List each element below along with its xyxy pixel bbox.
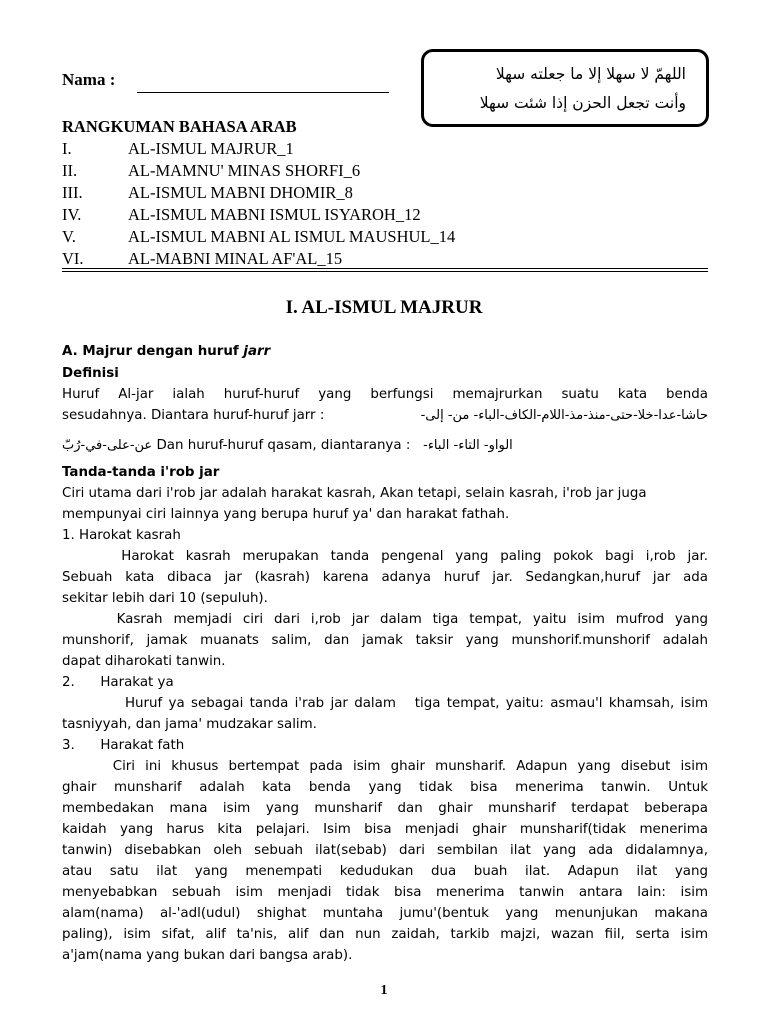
definisi-heading: Definisi [62,366,119,381]
toc-item-text: AL-ISMUL MABNI DHOMIR_8 [128,183,353,202]
toc-item-number: IV. [62,205,82,224]
body-line: munshorif, jamak muanats salim, dan jamak taksir yang munshorif.munshorif adalah [62,633,708,648]
subsection-heading-prefix: A. Majrur dengan huruf [62,344,244,359]
prayer-line-2: وأنت تجعل الحزن إذا شئت سهلا [479,94,686,112]
body-line: Ciri ini khusus bertempat pada isim ghair munsharif. Adapun yang disebut isim [62,759,708,774]
body-line: tanwin) disebabkan oleh sebuah ilat(sebab) dari sembilan ilat yang ada didalamnya, [62,843,708,858]
subsection-heading [62,344,270,359]
section-title: I. AL-ISMUL MAJRUR [285,297,483,318]
body-line: atau satu ilat yang menempati kedudukan dua buah ilat. Adapun ilat yang [62,864,708,879]
body-line: ghair munsharif adalah kata benda yang tidak bisa menerima tanwin. Untuk [62,780,708,795]
toc-item-text: AL-ISMUL MAJRUR_1 [128,139,294,158]
body-line-mixed [62,438,513,453]
list-item-heading: 3. Harakat fath [62,738,185,753]
body-line: kaidah yang harus kita pelajari. Isim bisa menjadi ghair munsharif(tidak menerima [62,822,708,837]
arabic-text: الواو- التاء- الباء- [423,438,513,453]
prayer-box [421,49,709,127]
toc-item-number: VI. [62,249,84,268]
toc-item-number: II. [62,161,78,180]
toc-item-text: AL-MABNI MINAL AF'AL_15 [128,249,343,268]
list-item-heading: 2. Harakat ya [62,675,174,690]
body-line: Ciri utama dari i'rob jar adalah harakat kasrah, Akan tetapi, selain kasrah, i'rob jar juga [62,486,647,501]
tanda-heading: Tanda-tanda i'rob jar [62,465,220,480]
toc-item-text: AL-ISMUL MABNI AL ISMUL MAUSHUL_14 [128,227,456,246]
arabic-text: عن-على-في-رُبّ [62,438,153,453]
divider-rule [62,268,708,269]
summary-title: RANGKUMAN BAHASA ARAB [62,117,297,136]
body-line: dapat diharokati tanwin. [62,654,226,669]
toc-item-number: III. [62,183,83,202]
arabic-text: حاشا-عدا-خلا-حتى-منذ-مذ-اللام-الكاف-الباء- من- إلى- [420,408,708,423]
body-line: mempunyai ciri lainnya yang berupa huruf ya' dan harakat fathah. [62,507,510,522]
body-line: Huruf Al-jar ialah huruf-huruf yang berfungsi memajrurkan suatu kata benda [62,387,708,402]
body-line: paling), isim sifat, alif ta'nis, alif dan nun zaidah, tarkib majzi, wazan fiil, serta isim [62,927,708,942]
toc-item-number: V. [62,227,76,246]
body-line: tasniyyah, dan jama' mudzakar salim. [62,717,317,732]
body-line: menyebabkan sebuah isim menjadi tidak bisa menerima tanwin antara lain: isim [62,885,708,900]
toc-item-number: I. [62,139,72,158]
body-line: sekitar lebih dari 10 (sepuluh). [62,591,268,606]
name-label: Nama : [62,70,116,89]
body-line: membedakan mana isim yang munsharif dan ghair munsharif terdapat beberapa [62,801,708,816]
subsection-heading-italic: jarr [243,344,271,359]
body-line: alam(nama) al-'adl(udul) shighat muntaha jumu'(bentuk yang menunjukan makana [62,906,708,921]
divider-rule [62,271,708,272]
body-line-latin: Dan huruf-huruf qasam, diantaranya : [152,438,411,453]
body-line: Sebuah kata dibaca jar (kasrah) karena adanya huruf jar. Sedangkan,huruf jar ada [62,570,708,585]
body-line: a'jam(nama yang bukan dari bangsa arab). [62,948,353,963]
toc-item-text: AL-MAMNU' MINAS SHORFI_6 [128,161,361,180]
name-blank-line [137,92,389,93]
page-number: 1 [380,983,388,998]
toc-item-text: AL-ISMUL MABNI ISMUL ISYAROH_12 [128,205,421,224]
body-line-latin: sesudahnya. Diantara huruf-huruf jarr : [62,408,325,423]
body-line: Huruf ya sebagai tanda i'rab jar dalam tiga tempat, yaitu: asmau'l khamsah, isim [62,696,708,711]
prayer-line-1: اللهمّ لا سهلا إلا ما جعلته سهلا [495,65,686,83]
list-item-heading: 1. Harokat kasrah [62,528,181,543]
body-line-mixed [62,408,708,423]
body-line: Kasrah memjadi ciri dari i,rob jar dalam tiga tempat, yaitu isim mufrod yang [62,612,708,627]
body-line: Harokat kasrah merupakan tanda pengenal yang paling pokok bagi i,rob jar. [62,549,708,564]
